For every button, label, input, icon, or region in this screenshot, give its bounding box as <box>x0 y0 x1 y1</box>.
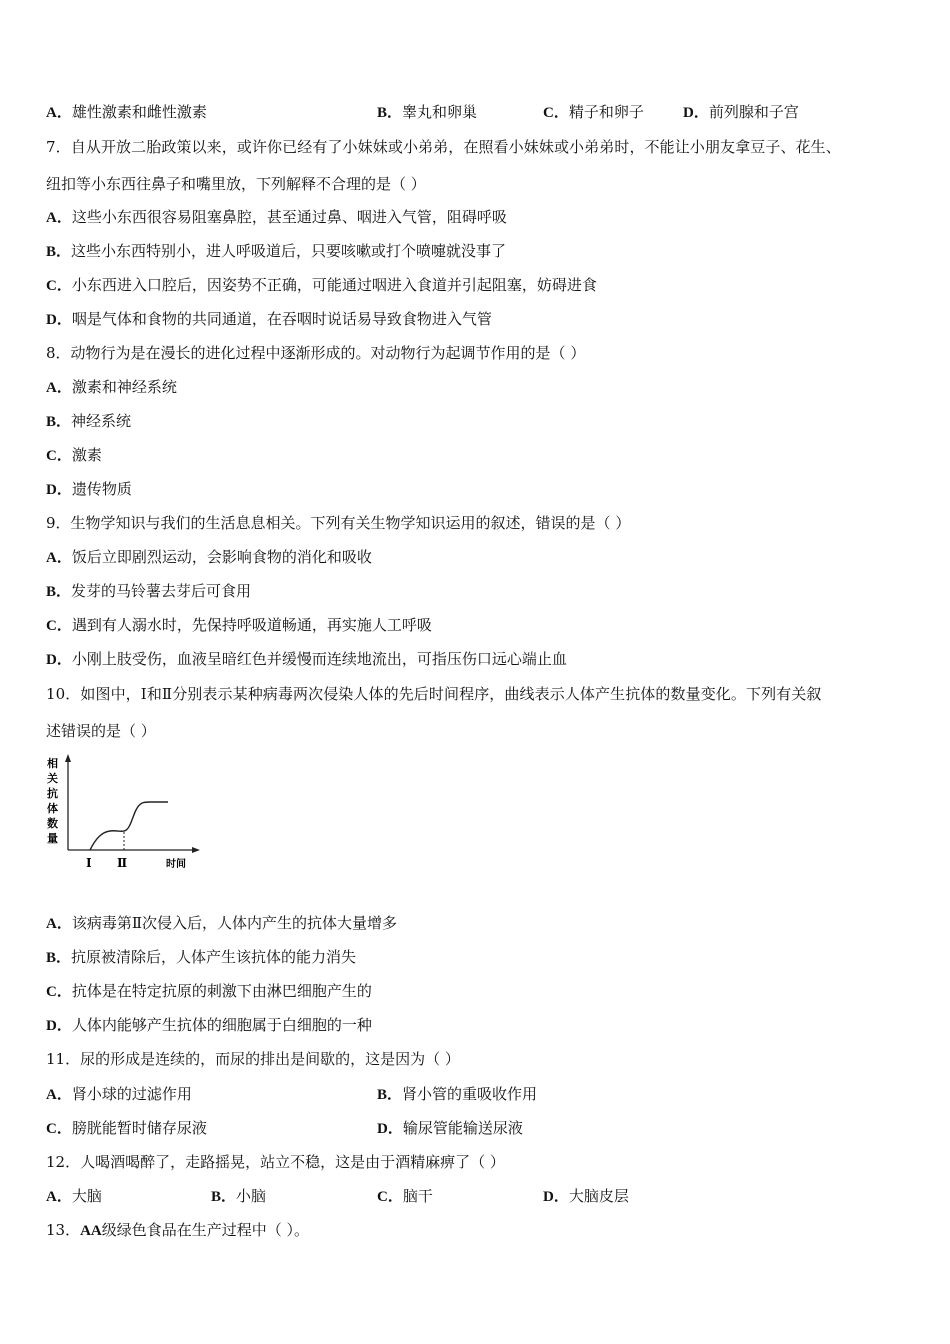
y-label-char: 抗 <box>47 787 58 800</box>
y-label-char: 量 <box>47 832 58 845</box>
y-label-char: 体 <box>47 802 58 815</box>
q10-option-b[interactable]: B．抗原被清除后，人体产生该抗体的能力消失 <box>46 948 357 966</box>
q7-option-d[interactable]: D．咽是气体和食物的共同通道，在吞咽时说话易导致食物进入气管 <box>46 310 492 328</box>
q6-option-a[interactable]: A．雄性激素和雌性激素 <box>46 103 207 121</box>
q11-option-d[interactable]: D．输尿管能输送尿液 <box>377 1119 523 1137</box>
q6-option-d[interactable]: D．前列腺和子宫 <box>683 103 799 121</box>
q8-stem: 8．动物行为是在漫长的进化过程中逐渐形成的。对动物行为起调节作用的是（ ） <box>46 344 586 362</box>
tick-label-i: Ⅰ <box>86 856 92 870</box>
antibody-curve-figure <box>44 752 204 874</box>
q11-option-b[interactable]: B．肾小管的重吸收作用 <box>377 1085 538 1103</box>
q9-option-c[interactable]: C．遇到有人溺水时，先保持呼吸道畅通，再实施人工呼吸 <box>46 616 432 634</box>
antibody-curve <box>90 802 168 850</box>
q8-option-a[interactable]: A．激素和神经系统 <box>46 378 177 396</box>
q12-option-d[interactable]: D．大脑皮层 <box>543 1187 629 1205</box>
q7-option-a[interactable]: A．这些小东西很容易阻塞鼻腔，甚至通过鼻、咽进入气管，阻碍呼吸 <box>46 208 507 226</box>
q9-stem: 9．生物学知识与我们的生活息息相关。下列有关生物学知识运用的叙述，错误的是（ ） <box>46 514 631 532</box>
q8-option-c[interactable]: C．激素 <box>46 446 102 464</box>
q12-option-a[interactable]: A．大脑 <box>46 1187 102 1205</box>
q12-option-c[interactable]: C．脑干 <box>377 1187 433 1205</box>
q6-option-c[interactable]: C．精子和卵子 <box>543 103 644 121</box>
q11-stem: 11．尿的形成是连续的，而尿的排出是间歇的，这是因为（ ） <box>46 1050 460 1068</box>
q6-option-b[interactable]: B．睾丸和卵巢 <box>377 103 478 121</box>
q10-stem-line2: 述错误的是（ ） <box>46 722 156 740</box>
x-axis-arrow <box>192 847 200 853</box>
q10-option-a[interactable]: A．该病毒第Ⅱ次侵入后，人体内产生的抗体大量增多 <box>46 914 398 932</box>
q7-stem-line2: 纽扣等小东西往鼻子和嘴里放，下列解释不合理的是（ ） <box>46 175 426 193</box>
tick-label-ii: Ⅱ <box>117 856 128 870</box>
y-label-char: 相 <box>47 757 58 770</box>
x-axis-label: 时间 <box>166 859 186 870</box>
q7-option-b[interactable]: B．这些小东西特别小，进人呼吸道后，只要咳嗽或打个喷嚏就没事了 <box>46 242 507 260</box>
q9-option-d[interactable]: D．小刚上肢受伤，血液呈暗红色并缓慢而连续地流出，可指压伤口远心端止血 <box>46 650 567 668</box>
q9-option-b[interactable]: B．发芽的马铃薯去芽后可食用 <box>46 582 252 600</box>
q12-option-b[interactable]: B．小脑 <box>211 1187 267 1205</box>
q13-stem: 13．AA级绿色食品在生产过程中（ ）。 <box>46 1221 310 1239</box>
q10-option-d[interactable]: D．人体内能够产生抗体的细胞属于白细胞的一种 <box>46 1016 372 1034</box>
q10-stem-line1: 10．如图中，Ⅰ和Ⅱ分别表示某种病毒两次侵染人体的先后时间程序，曲线表示人体产生抗体的数量变化。下列有关叙 <box>46 685 822 703</box>
q7-option-c[interactable]: C．小东西进入口腔后，因姿势不正确，可能通过咽进入食道并引起阻塞，妨碍进食 <box>46 276 597 294</box>
q12-stem: 12．人喝酒喝醉了，走路摇晃，站立不稳，这是由于酒精麻痹了（ ） <box>46 1153 505 1171</box>
y-label-char: 关 <box>47 772 58 785</box>
q9-option-a[interactable]: A．饭后立即剧烈运动，会影响食物的消化和吸收 <box>46 548 372 566</box>
y-axis-arrow <box>65 754 71 762</box>
q8-option-b[interactable]: B．神经系统 <box>46 412 132 430</box>
q8-option-d[interactable]: D．遗传物质 <box>46 480 132 498</box>
q7-stem-line1: 7．自从开放二胎政策以来，或许你已经有了小妹妹或小弟弟，在照看小妹妹或小弟弟时，不能让小朋友拿豆子、花生、 <box>46 138 841 156</box>
q10-option-c[interactable]: C．抗体是在特定抗原的刺激下由淋巴细胞产生的 <box>46 982 372 1000</box>
q11-option-c[interactable]: C．膀胱能暂时储存尿液 <box>46 1119 207 1137</box>
y-label-char: 数 <box>47 817 58 830</box>
q11-option-a[interactable]: A．肾小球的过滤作用 <box>46 1085 192 1103</box>
